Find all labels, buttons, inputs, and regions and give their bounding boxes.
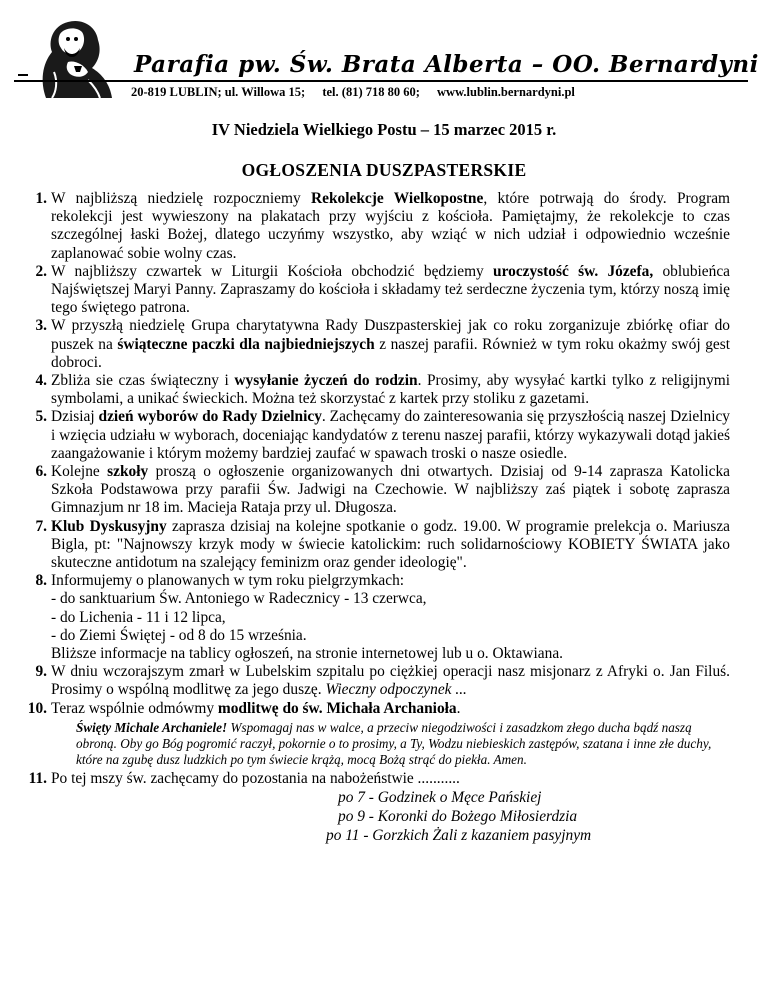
item-text: Kolejne szkoły proszą o ogłoszenie organizowanych dni otwartych. Dzisiaj od 9-14 zaprasza Katolicka Szkoła Podstawowa przy parafii Św. Jadwigi na Czechowie. W najbliższy zaś piątek i sobotę zaprasza Gimnazjum nr 18 im. Macieja Rataja przy ul. Długosza. xyxy=(51,463,730,517)
announcement-item-8 xyxy=(18,572,730,663)
parish-title: Parafia pw. Św. Brata Alberta – OO. Bernardyni xyxy=(134,51,759,78)
schedule-line: po 11 - Gorzkich Żali z kazaniem pasyjnym xyxy=(326,827,592,845)
announcement-item-9 xyxy=(18,663,730,699)
pilgrimage-info: Bliższe informacje na tablicy ogłoszeń, na stronie internetowej lub u o. Oktawiana. xyxy=(51,645,564,663)
item-number: 8. xyxy=(35,572,47,590)
pilgrimage-intro: Informujemy o planowanych w tym roku pielgrzymkach: xyxy=(51,572,405,590)
schedule-line: po 7 - Godzinek o Męce Pańskiej xyxy=(338,789,542,807)
parish-phone: tel. (81) 718 80 60; xyxy=(322,85,420,99)
michael-prayer-text: Święty Michale Archaniele! Wspomagaj nas w walce, a przeciw niegodziwości i zasadzkom złego ducha bądź naszą obroną. Oby go Bóg pogromić raczył, pokornie o to prosimy, a Ty, Wodzu niebieskich zastępów, szatana i inne złe duchy, które na zgubę dusz ludzkich po tym świecie krążą, mocą Bożą strąć do piekła. Amen. xyxy=(76,719,712,767)
item-number: 6. xyxy=(35,463,47,481)
parish-contact xyxy=(131,85,731,100)
announcement-list xyxy=(18,190,730,845)
item-number: 10. xyxy=(27,699,47,717)
announcement-item-11 xyxy=(18,770,730,788)
announcement-item-6 xyxy=(18,463,730,518)
announcements-heading: OGŁOSZENIA DUSZPASTERSKIE xyxy=(241,160,527,180)
item-number: 7. xyxy=(35,517,47,535)
item-number: 1. xyxy=(35,190,47,207)
schedule-line: po 9 - Koronki do Bożego Miłosierdzia xyxy=(338,808,578,826)
item-number: 4. xyxy=(35,372,47,390)
item-number: 5. xyxy=(35,408,47,426)
item-text: Klub Dyskusyjny zaprasza dzisiaj na kolejne spotkanie o godz. 19.00. W programie prelekcja o. Mariusza Bigla, pt: "Najnowszy krzyk mody w świecie katolickim: ruch solidarnościowy KOBIETY ŚWIATA jako skuteczne antidotum na szalejący feminizm oraz gender ideologię". xyxy=(51,517,731,572)
announcement-item-5 xyxy=(18,408,730,463)
item-text xyxy=(51,572,730,663)
sunday-date-subtitle: IV Niedziela Wielkiego Postu – 15 marzec 2015 r. xyxy=(211,120,557,139)
devotion-schedule xyxy=(326,788,730,845)
item-number: 2. xyxy=(35,262,47,280)
item-text: Po tej mszy św. zachęcamy do pozostania na nabożeństwie ........... xyxy=(51,769,460,787)
announcement-item-1 xyxy=(18,190,730,263)
item-number: 3. xyxy=(35,317,47,335)
item-text: W najbliższy czwartek w Liturgii Kościoła obchodzić będziemy uroczystość św. Józefa, oblubieńca Najświętszej Maryi Panny. Zapraszamy do kościoła i składamy też serdeczne życzenia tym, którzy noszą imię tego świętego patrona. xyxy=(51,262,730,317)
announcement-item-3 xyxy=(18,317,730,372)
parish-address: 20-819 LUBLIN; ul. Willowa 15; xyxy=(131,85,306,99)
item-text: W najbliższą niedzielę rozpoczniemy Rekolekcje Wielkopostne, które potrwają do środy. Program rekolekcji jest wywieszony na plakatach przy wyjściu z kościoła. Pamiętajmy, że rekolekcje to czas szczególnej łaski Bożej, dlatego uczyńmy wszystko, aby wziąć w nich udział i odpowiednio wcześnie zaplanować sobie wolny czas. xyxy=(51,190,731,262)
item-text: W przyszłą niedzielę Grupa charytatywna Rady Duszpasterskiej jak co roku zorganizuje zbiórkę ofiar do puszek na świąteczne paczki dla najbiedniejszych z naszej parafii. Również w tym roku okażmy swój gest dobroci. xyxy=(51,317,730,371)
item-text: W dniu wczorajszym zmarł w Lubelskim szpitalu po ciężkiej operacji nasz misjonarz z Afryki o. Jan Filuś. Prosimy o wspólną modlitwę za jego duszę. Wieczny odpoczynek ... xyxy=(51,663,730,699)
announcement-item-4 xyxy=(18,372,730,408)
item-text: Zbliża sie czas świąteczny i wysyłanie życzeń do rodzin. Prosimy, aby wysyłać kartki tylko z religijnymi symbolami, a unikać świeckich. Można też skorzystać z kartek przy stoliku z gazetami. xyxy=(51,372,731,408)
item-text: Dzisiaj dzień wyborów do Rady Dzielnicy. Zachęcamy do zainteresowania się przyszłością naszej Dzielnicy i wzięcia udziału w wyborach, doceniając kandydatów z terenu naszej parafii, którzy wykazywali dotąd jakieś zaangażowanie i którym możemy bardziej zaufać w spawach troski o nasze osiedle. xyxy=(51,408,730,462)
item-text: Teraz wspólnie odmówmy modlitwę do św. Michała Archanioła. xyxy=(51,699,461,717)
parish-logo-friar-image xyxy=(18,12,122,102)
announcement-item-2 xyxy=(18,263,730,318)
pilgrimage-line: - do sanktuarium Św. Antoniego w Radecznicy - 13 czerwca, xyxy=(51,590,427,608)
announcement-item-7 xyxy=(18,518,730,573)
item-number: 9. xyxy=(35,663,47,681)
parish-website: www.lublin.bernardyni.pl xyxy=(437,85,575,99)
announcement-item-10 xyxy=(18,700,730,718)
pilgrimage-line: - do Lichenia - 11 i 12 lipca, xyxy=(51,608,226,626)
header-divider xyxy=(14,80,748,82)
pilgrimage-line: - do Ziemi Świętej - od 8 do 15 września. xyxy=(51,626,307,644)
item-number: 11. xyxy=(28,769,47,787)
